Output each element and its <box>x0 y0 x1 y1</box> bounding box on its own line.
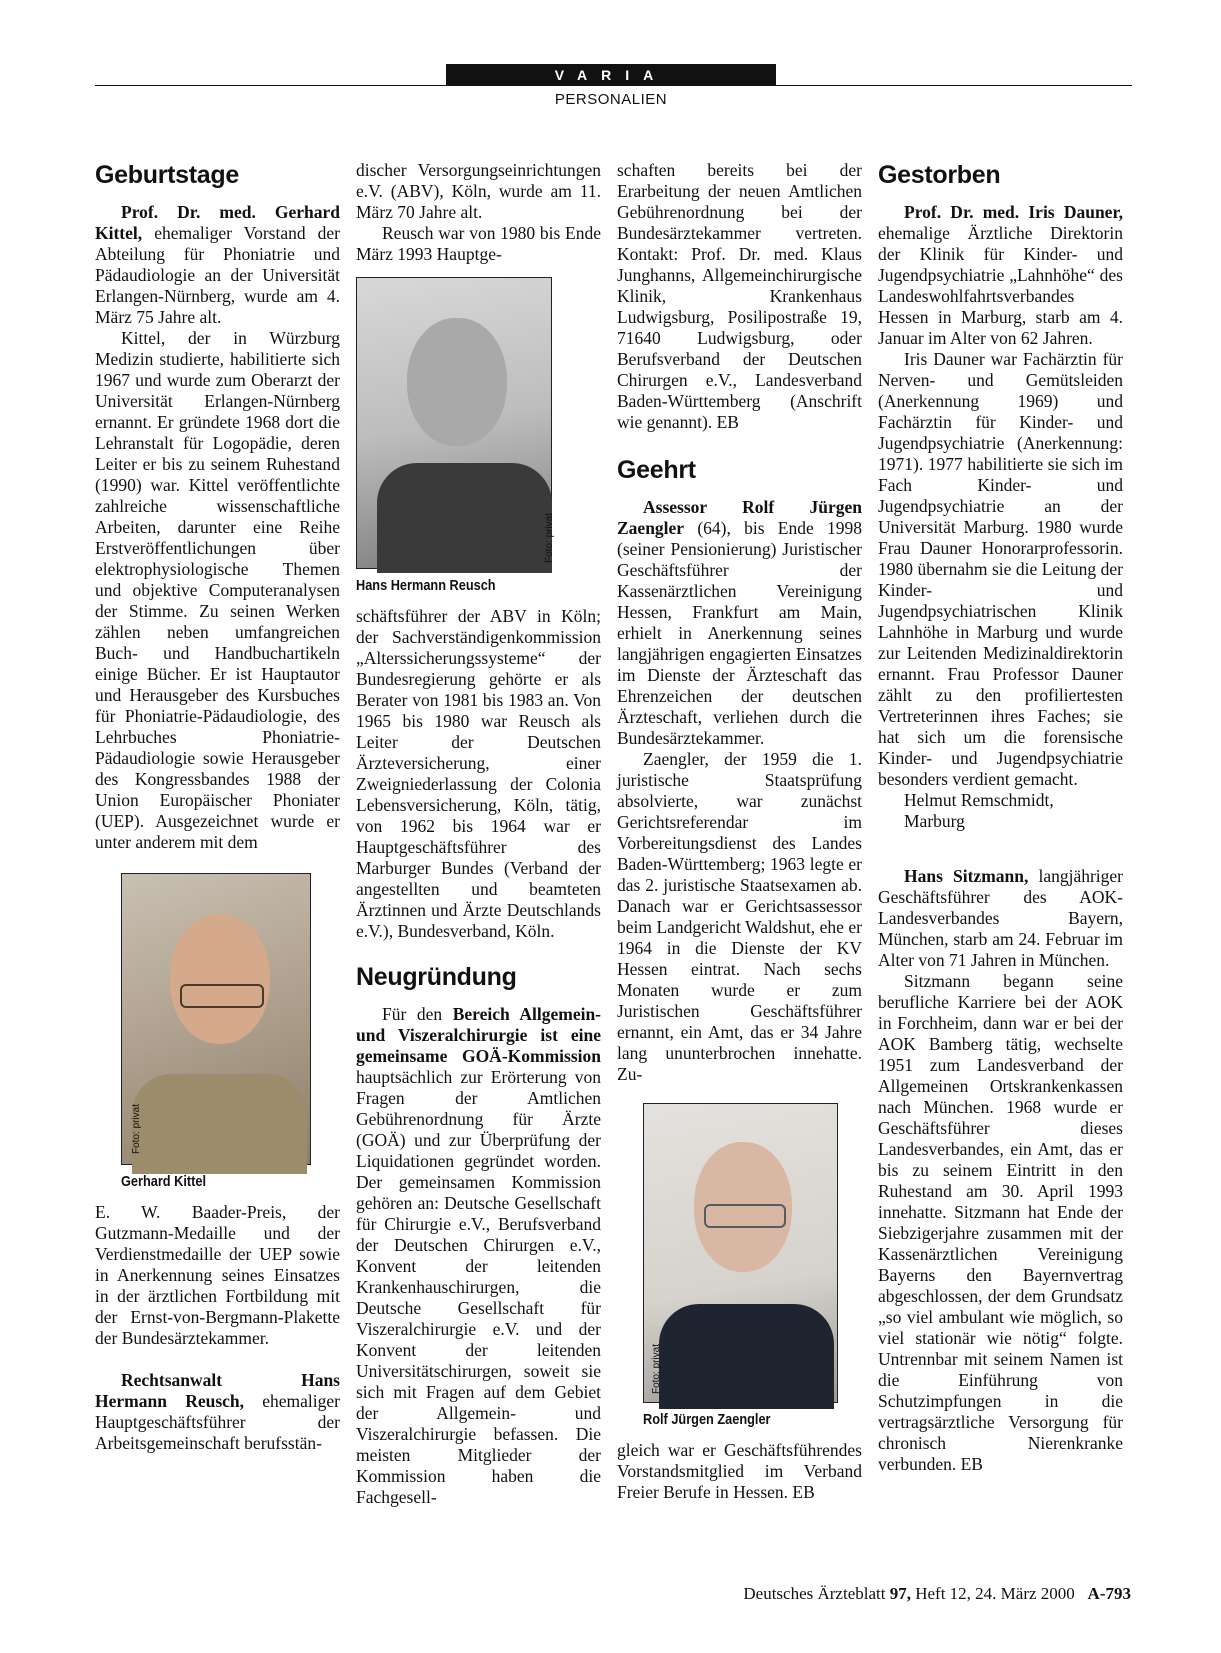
paragraph <box>356 1004 601 1508</box>
person-name: Hans Sitzmann, <box>904 866 1029 886</box>
column-4 <box>878 160 1123 1475</box>
person-name: Prof. Dr. med. Gerhard Kittel, <box>95 202 340 243</box>
journal-issue: Heft 12, 24. März 2000 <box>915 1584 1075 1603</box>
column-1 <box>95 160 340 1454</box>
paragraph <box>95 1370 340 1454</box>
column-2 <box>356 160 601 1508</box>
journal-name: Deutsches Ärzteblatt <box>743 1584 886 1603</box>
heading-geburtstage: Geburtstage <box>95 161 239 189</box>
section-banner: VARIA <box>446 64 776 86</box>
glasses-shape <box>180 984 264 1008</box>
person-name: Assessor Rolf Jürgen Zaengler <box>617 497 862 538</box>
jacket-shape <box>377 463 552 573</box>
face-shape <box>170 914 270 1044</box>
page-footer <box>743 1584 1131 1604</box>
jacket-shape <box>132 1074 307 1174</box>
paragraph: Reusch war von 1980 bis Ende März 1993 Hauptge- <box>356 223 601 264</box>
paragraph: schaften bereits bei der Erarbeitung der neuen Amtlichen Gebührenordnung bei der Bundesärztekammer vertreten. Kontakt: Prof. Dr. med. Klaus Junghanns, Allgemeinchirurgische Klinik, Krankenhaus Ludwigsburg, Posilipostraße 19, 71640 Ludwigsburg, oder Berufsverband der Deutschen Chirurgen e.V., Landesverband Baden-Württemberg (Anschrift wie genannt). EB <box>617 160 862 432</box>
photo-caption: Gerhard Kittel <box>121 1173 207 1190</box>
glasses-shape <box>704 1204 786 1228</box>
photo-caption: Rolf Jürgen Zaengler <box>643 1411 771 1428</box>
photo-credit: Foto: privat <box>131 1103 142 1154</box>
portrait-photo <box>121 873 311 1165</box>
photo-credit: Foto: privat <box>651 1343 662 1394</box>
portrait-photo <box>643 1103 838 1403</box>
paragraph <box>95 202 340 328</box>
person-name: Prof. Dr. med. Iris Dauner, <box>904 202 1123 222</box>
jacket-shape <box>659 1304 834 1409</box>
paragraph-text: ehemaliger Hauptgeschäftsführer der Arbeitsgemeinschaft berufsstän- <box>95 1391 340 1453</box>
paragraph: Zaengler, der 1959 die 1. juristische Staatsprüfung absolvierte, war zunächst Gerichtsreferendar im Vorbereitungsdienst des Landes Baden-Württemberg; 1963 legte er das 2. juristische Staatsexamen ab. Danach war er Gerichtsassessor beim Landgericht Waldshut, ehe er 1964 in die Dienste der KV Hessen eintrat. Nach sechs Monaten wurde er zum Juristischen Geschäftsführer ernannt, ein Amt, das er 34 Jahre lang ununterbrochen innehatte. Zu- <box>617 749 862 1084</box>
photo-block-reusch <box>356 277 601 596</box>
heading-neugruendung: Neugründung <box>356 963 517 991</box>
paragraph-text: ehemaliger Vorstand der Abteilung für Phoniatrie und Pädaudiologie an der Universität Erlangen-Nürnberg, wurde am 4. März 75 Jahre alt. <box>95 223 340 327</box>
photo-block-kittel <box>121 873 340 1192</box>
paragraph: Iris Dauner war Fachärztin für Nerven- und Gemütsleiden (Anerkennung 1969) und Fachärztin für Kinder- und Jugendpsychiatrie (Anerkennung: 1971). 1977 habilitierte sie sich im Fach Kinder- und Jugendpsychiatrie an der Universität Marburg. 1980 wurde Frau Dauner Honorarprofessorin. 1980 übernahm sie die Leitung der Kinder- und Jugendpsychiatrischen Klinik Lahnhöhe in Marburg und wurde zur Leitenden Medizinaldirektorin ernannt. Frau Professor Dauner zählt zu den profiliertesten Vertreterinnen ihres Faches; sie hat sich um die forensische Kinder- und Jugendpsychiatrie besonders verdient gemacht. <box>878 349 1123 789</box>
paragraph-text: Für den <box>382 1004 453 1024</box>
paragraph: discher Versorgungseinrichtungen e.V. (ABV), Köln, wurde am 11. März 70 Jahre alt. <box>356 160 601 222</box>
journal-volume: 97, <box>889 1584 911 1603</box>
paragraph-text: hauptsächlich zur Erörterung von Fragen der Amtlichen Gebührenordnung für Ärzte (GOÄ) und zur Überprüfung der Liquidationen gegründet worden. Der gemeinsamen Kommission gehören an: Deutsche Gesellschaft für Chirurgie e.V., Berufsverband der Deutschen Chirurgen e.V., Konvent der leitenden Krankenhauschirurgen, die Deutsche Gesellschaft für Viszeralchirurgie e.V. und der Konvent der leitenden Universitätschirurgen, soweit sie sich mit Fragen auf dem Gebiet der Allgemein- und Viszeralchirurgie befassen. Die meisten Mitglieder der Kommission haben die Fachgesell- <box>356 1067 601 1507</box>
face-shape <box>407 318 507 446</box>
paragraph: Sitzmann begann seine berufliche Karriere bei der AOK in Forchheim, dann war er bei der AOK Bamberg tätig, wechselte 1951 zum Landesverband der Allgemeinen Ortskrankenkassen nach München. 1968 wurde er Geschäftsführer dieses Landesverbandes, ein Amt, das er bis zu seinem Eintritt in den Ruhestand am 30. April 1993 innehatte. Sitzmann hat Ende der Siebzigerjahre zusammen mit der Kassenärztlichen Vereinigung Bayerns den Bayernvertrag abgeschlossen, der dem Grundsatz „so viel ambulant wie möglich, so viel stationär wie nötig“ folgte. Untrennbar mit seinem Namen ist die Einführung von Schutzimpfungen in die vertragsärztliche Versorgung für chronisch Nierenkranke verbunden. EB <box>878 971 1123 1474</box>
subsection-label: PERSONALIEN <box>554 91 668 108</box>
person-name: Rechtsanwalt Hans Hermann Reusch, <box>95 1370 340 1411</box>
paragraph <box>617 497 862 749</box>
portrait-photo <box>356 277 555 569</box>
paragraph: schäftsführer der ABV in Köln; der Sachverständigenkommission „Alterssicherungssysteme“ der Bundesregierung gehörte er als Berater von 1981 bis 1983 an. Von 1965 bis 1980 war Reusch als Leiter der Deutschen Ärzteversicherung, einer Zweigniederlassung der Colonia Lebensversicherung, Köln, tätig, von 1962 bis 1964 war er Hauptgeschäftsführer des Marburger Bundes (Verband der angestellten und beamteten Ärztinnen und Ärzte Deutschlands e.V.), Bundesverband, Köln. <box>356 606 601 941</box>
page-number: A-793 <box>1087 1584 1131 1603</box>
column-3 <box>617 160 862 1503</box>
paragraph <box>878 866 1123 971</box>
paragraph <box>878 202 1123 349</box>
paragraph-text: ehemalige Ärztliche Direktorin der Klinik für Kinder- und Jugendpsychiatrie „Lahnhöhe“ des Landeswohlfahrtsverbandes Hessen in Marburg, starb am 4. Januar im Alter von 62 Jahren. <box>878 223 1123 348</box>
paragraph-text: langjähriger Geschäftsführer des AOK-Landesverbandes Bayern, München, starb am 24. Februar im Alter von 71 Jahren in München. <box>878 866 1123 970</box>
photo-credit: Foto: privat <box>544 512 555 563</box>
photo-caption: Hans Hermann Reusch <box>356 577 496 594</box>
signature-name: Helmut Remschmidt, <box>904 790 1054 810</box>
signature-place: Marburg <box>904 811 965 831</box>
paragraph-text: (64), bis Ende 1998 (seiner Pensionierung) Juristischer Geschäftsführer der Kassenärztlichen Vereinigung Hessen, Frankfurt am Main, erhielt in Anerkennung seines langjährigen engagierten Einsatzes im Dienste der Ärzteschaft das Ehrenzeichen der deutschen Ärzteschaft, verliehen durch die Bundesärztekammer. <box>617 518 862 748</box>
highlight-text: Bereich Allgemein- und Viszeralchirurgie ist eine gemeinsame GOÄ-Kommission <box>356 1004 602 1066</box>
heading-gestorben: Gestorben <box>878 161 1001 189</box>
heading-geehrt: Geehrt <box>617 456 696 484</box>
paragraph: Kittel, der in Würzburg Medizin studierte, habilitierte sich 1967 und wurde zum Oberarzt der Universität Erlangen-Nürnberg ernannt. Er gründete 1968 dort die Lehranstalt für Logopädie, deren Leiter er bis zu seinem Ruhestand (1990) war. Kittel veröffentlichte zahlreiche wissenschaftliche Arbeiten, darunter eine Reihe Erstveröffentlichungen über elektrophysiologische Themen und objektive Computeranalysen der Stimme. Zu seinen Werken zählen neben umfangreichen Buch- und Handbuchartikeln einige Bücher. Er ist Hauptautor und Herausgeber des Kursbuches für Phoniatrie-Pädaudiologie, des Lehrbuches Phoniatrie-Pädaudiologie sowie Herausgeber des Kongressbandes 1988 der Union Europäischer Phoniater (UEP). Ausgezeichnet wurde er unter anderem mit dem <box>95 328 340 852</box>
paragraph: gleich war er Geschäftsführendes Vorstandsmitglied im Verband Freier Berufe in Hessen. EB <box>617 1440 862 1502</box>
photo-block-zaengler <box>643 1103 862 1430</box>
paragraph: E. W. Baader-Preis, der Gutzmann-Medaille und der Verdienstmedaille der UEP sowie in Anerkennung seines Einsatzes in der ärztlichen Fortbildung mit der Ernst-von-Bergmann-Plakette der Bundesärztekammer. <box>95 1202 340 1348</box>
